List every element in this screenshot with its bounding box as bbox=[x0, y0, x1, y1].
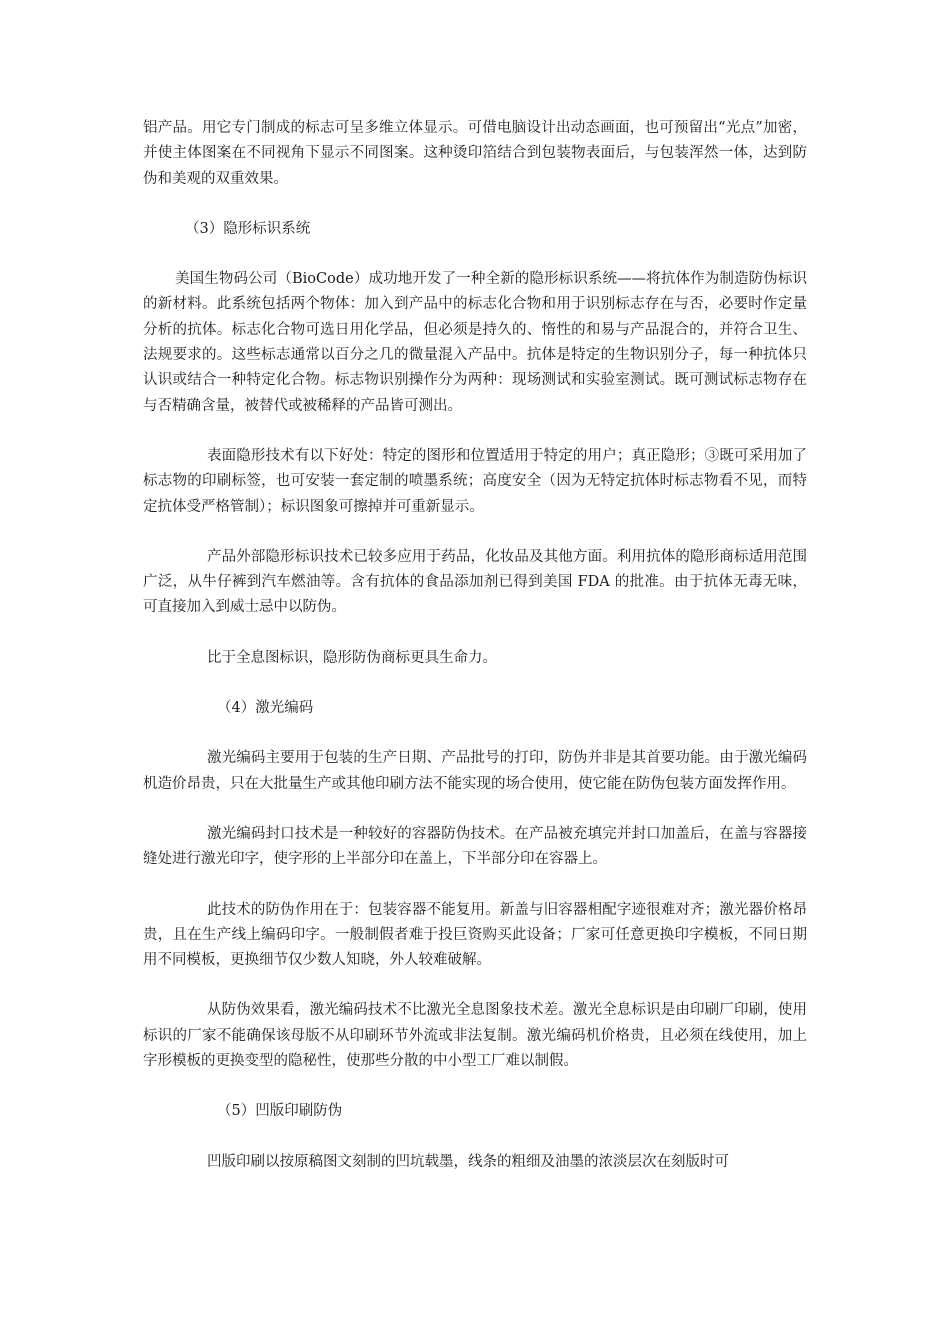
section-heading-invisible-marking: （3）隐形标识系统 bbox=[185, 220, 311, 237]
paragraph-laser-sealing: 激光编码封口技术是一种较好的容器防伪技术。在产品被充填完并封口加盖后，在盖与容器接缝处进行激光印字，使字形的上半部分印在盖上，下半部分印在容器上。 bbox=[143, 825, 807, 868]
paragraph-gravure-printing: 凹版印刷以按原稿图文刻制的凹坑载墨，线条的粗细及油墨的浓淡层次在刻版时可 bbox=[207, 1153, 729, 1170]
paragraph-laser-vs-hologram: 从防伪效果看，激光编码技术不比激光全息图象技术差。激光全息标识是由印刷厂印刷，使用标识的厂家不能确保该母版不从印刷环节外流或非法复制。激光编码机价格贵，且必须在线使用，加上字形模板的更换变型的隐秘性，使那些分散的中小型工厂难以制假。 bbox=[143, 1002, 807, 1070]
paragraph-hot-stamping-foil: 铝产品。用它专门制成的标志可呈多维立体显示。可借电脑设计出动态画面，也可预留出“光点”加密，并使主体图案在不同视角下显示不同图案。这种烫印箔结合到包装物表面后，与包装浑然一体，达到防伪和美观的双重效果。 bbox=[143, 120, 807, 187]
paragraph-laser-anti-counterfeit-effect: 此技术的防伪作用在于：包装容器不能复用。新盖与旧容器相配字迹很难对齐；激光器价格昂贵，且在生产线上编码印字。一般制假者难于投巨资购买此设备；厂家可任意更换印字模板，不同日期用不同模板，更换细节仅少数人知晓，外人较难破解。 bbox=[143, 901, 807, 969]
paragraph-external-invisible-applications: 产品外部隐形标识技术已较多应用于药品，化妆品及其他方面。利用抗体的隐形商标适用范围广泛，从牛仔裤到汽车燃油等。含有抗体的食品添加剂已得到美国 FDA 的批准。由于抗体无毒无味，可直接加入到威士忌中以防伪。 bbox=[143, 548, 807, 616]
section-heading-laser-coding: （4）激光编码 bbox=[217, 700, 314, 717]
paragraph-surface-invisible-benefits: 表面隐形技术有以下好处：特定的图形和位置适用于特定的用户；真正隐形；③既可采用加了标志物的印刷标签，也可安装一套定制的喷墨系统；高度安全（因为无特定抗体时标志物看不见，而特定抗体受严格管制）；标识图象可擦掉并可重新显示。 bbox=[143, 447, 807, 515]
section-heading-gravure-printing: （5）凹版印刷防伪 bbox=[217, 1103, 343, 1120]
paragraph-biocode: 美国生物码公司（BioCode）成功地开发了一种全新的隐形标识系统——将抗体作为制造防伪标识的新材料。此系统包括两个物体：加入到产品中的标志化合物和用于识别标志存在与否，必要时作定量分析的抗体。标志化合物可选日用化学品，但必须是持久的、惰性的和易与产品混合的，并符合卫生、法规要求的。这些标志通常以百分之几的微量混入产品中。抗体是特定的生物识别分子，每一种抗体只认识或结合一种特定化合物。标志物识别操作分为两种：现场测试和实验室测试。既可测试标志物存在与否精确含量，被替代或被稀释的产品皆可测出。 bbox=[143, 271, 807, 414]
paragraph-laser-coding-usage: 激光编码主要用于包装的生产日期、产品批号的打印，防伪并非是其首要功能。由于激光编码机造价昂贵，只在大批量生产或其他印刷方法不能实现的场合使用，使它能在防伪包装方面发挥作用。 bbox=[143, 750, 807, 792]
paragraph-comparison-hologram: 比于全息图标识，隐形防伪商标更具生命力。 bbox=[207, 649, 497, 666]
